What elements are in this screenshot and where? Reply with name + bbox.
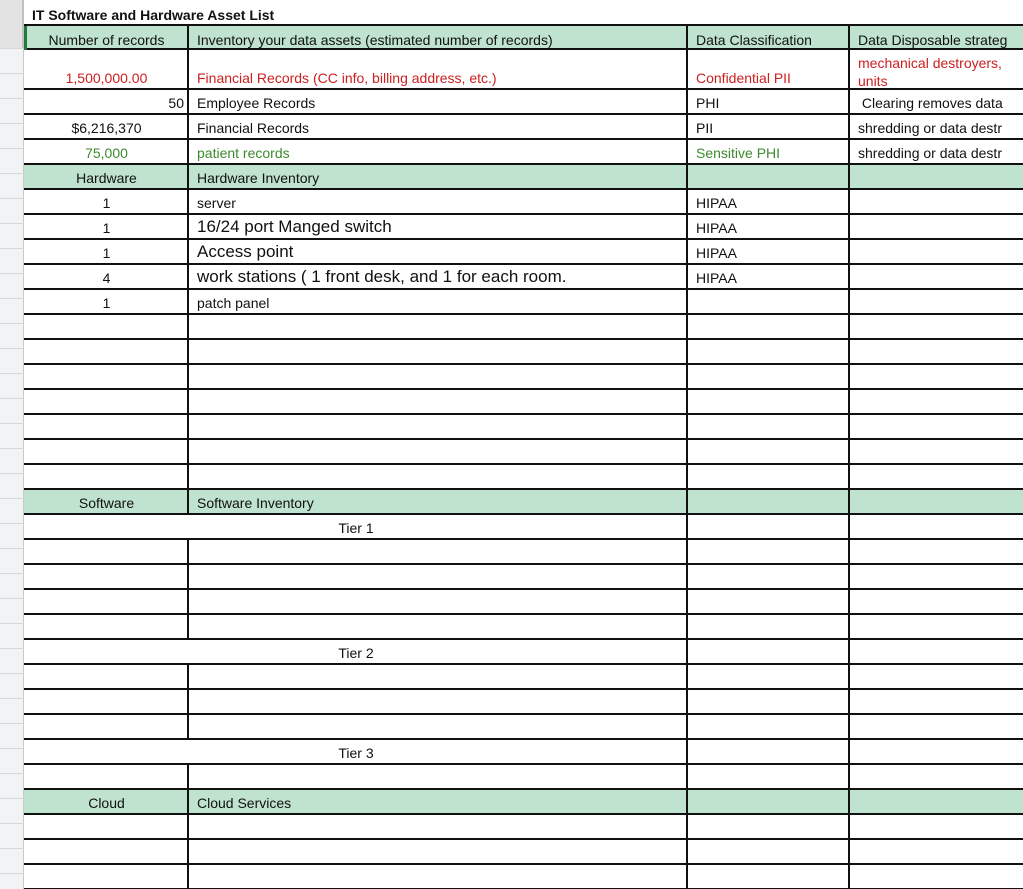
row-header-divider (0, 48, 24, 49)
hardware-name-cell[interactable]: work stations ( 1 front desk, and 1 for each room. (197, 267, 567, 286)
hardware-count-cell[interactable]: 1 (102, 245, 111, 261)
hardware-name-cell[interactable]: patch panel (197, 295, 270, 311)
row-header-divider (0, 798, 24, 799)
row-header-divider (0, 823, 24, 824)
row-header-divider (0, 323, 24, 324)
hardware-count-cell[interactable]: 1 (102, 195, 111, 211)
record-count-cell[interactable]: $6,216,370 (71, 120, 142, 136)
cloud-section-header (24, 790, 1023, 813)
tier-2-label[interactable]: Tier 2 (338, 645, 374, 661)
classification-cell[interactable]: Sensitive PHI (696, 145, 781, 161)
row-header-divider (0, 773, 24, 774)
software-label[interactable]: Software (78, 495, 135, 511)
asset-name-cell[interactable]: Financial Records (197, 120, 310, 136)
row-header-gutter (0, 0, 24, 889)
hardware-name-cell[interactable]: Access point (197, 242, 294, 261)
row-header-divider (0, 298, 24, 299)
row-border (24, 638, 1023, 640)
record-count-cell[interactable]: 75,000 (85, 145, 128, 161)
row-header-divider (0, 398, 24, 399)
row-header-divider (0, 848, 24, 849)
row-border (24, 213, 1023, 215)
column-border (848, 26, 850, 889)
row-header-divider (0, 148, 24, 149)
row-header-divider (0, 98, 24, 99)
row-border (24, 538, 1023, 540)
row-header-divider (0, 673, 24, 674)
row-header-divider (0, 523, 24, 524)
selected-row-header[interactable] (0, 0, 24, 48)
row-header-divider (0, 498, 24, 499)
tier-row (24, 640, 1023, 663)
row-border (24, 48, 1023, 50)
row-header-divider (0, 423, 24, 424)
hardware-name-cell[interactable]: 16/24 port Manged switch (197, 217, 392, 236)
row-header-divider (0, 873, 24, 874)
classification-cell[interactable]: PHI (696, 95, 720, 111)
cloud-services-title[interactable]: Cloud Services (197, 795, 292, 811)
tier-3-label[interactable]: Tier 3 (338, 745, 374, 761)
row-header-divider (0, 623, 24, 624)
row-header-divider (0, 473, 24, 474)
row-border (24, 263, 1023, 265)
row-border (24, 313, 1023, 315)
row-border (24, 188, 1023, 190)
row-border (24, 138, 1023, 140)
row-header-divider (0, 73, 24, 74)
asset-name-cell[interactable]: patient records (197, 145, 290, 161)
row-header-divider (0, 123, 24, 124)
row-border (24, 413, 1023, 415)
row-header-divider (0, 248, 24, 249)
row-header-divider (0, 548, 24, 549)
tier-row (24, 515, 1023, 538)
row-border (24, 863, 1023, 865)
row-border (24, 238, 1023, 240)
tier-row (24, 740, 1023, 763)
row-border (24, 163, 1023, 165)
disposal-cell[interactable]: Clearing removes data (858, 95, 1003, 111)
column-border (187, 663, 189, 738)
row-header-divider (0, 198, 24, 199)
row-header-divider (0, 373, 24, 374)
hardware-count-cell[interactable]: 4 (102, 270, 111, 286)
row-border (24, 563, 1023, 565)
classification-cell[interactable]: PII (696, 120, 714, 136)
table-row (24, 215, 1023, 238)
row-border (24, 588, 1023, 590)
row-header-divider (0, 723, 24, 724)
row-header-divider (0, 748, 24, 749)
row-border (24, 513, 1023, 515)
tier-1-label[interactable]: Tier 1 (338, 520, 374, 536)
spreadsheet-grid[interactable] (24, 0, 1023, 889)
column-border (187, 538, 189, 638)
disposal-line-2: units (858, 73, 888, 88)
table-row (24, 190, 1023, 213)
row-header-divider (0, 698, 24, 699)
row-border (24, 438, 1023, 440)
row-header-divider (0, 273, 24, 274)
header-number-of-records[interactable]: Number of records (48, 32, 165, 48)
row-header-divider (0, 173, 24, 174)
table-row (24, 290, 1023, 313)
table-row (24, 265, 1023, 288)
row-border (24, 838, 1023, 840)
hardware-classification-cell[interactable]: HIPAA (696, 270, 737, 286)
hardware-classification-cell[interactable]: HIPAA (696, 220, 737, 236)
header-disposal-strategy[interactable]: Data Disposable strateg (858, 32, 1008, 48)
header-row (24, 26, 1023, 50)
hardware-count-cell[interactable]: 1 (102, 295, 111, 311)
row-border (24, 388, 1023, 390)
row-header-divider (0, 598, 24, 599)
row-header-divider (0, 348, 24, 349)
row-header-divider (0, 573, 24, 574)
table-row (24, 115, 1023, 138)
sheet-title[interactable]: IT Software and Hardware Asset List (24, 0, 1023, 26)
hardware-label[interactable]: Hardware (76, 170, 137, 186)
row-border (24, 113, 1023, 115)
row-border (24, 613, 1023, 615)
row-border (24, 813, 1023, 815)
row-header-divider (0, 648, 24, 649)
software-section-header (24, 490, 1023, 513)
row-border (24, 688, 1023, 690)
hardware-inventory-title[interactable]: Hardware Inventory (197, 170, 320, 186)
table-row (24, 140, 1023, 163)
row-border (24, 288, 1023, 290)
asset-name-cell[interactable]: Employee Records (197, 95, 316, 111)
cloud-label[interactable]: Cloud (88, 795, 125, 811)
disposal-cell[interactable]: shredding or data destr (858, 145, 1002, 161)
active-cell-indicator (24, 26, 27, 50)
row-border (24, 463, 1023, 465)
hardware-classification-cell[interactable]: HIPAA (696, 245, 737, 261)
row-border (24, 713, 1023, 715)
row-border (24, 338, 1023, 340)
hardware-name-cell[interactable]: server (197, 195, 236, 211)
row-border (24, 88, 1023, 90)
row-border (24, 788, 1023, 790)
hardware-classification-cell[interactable]: HIPAA (696, 195, 737, 211)
column-border (686, 26, 688, 889)
asset-name-cell[interactable]: Financial Records (CC info, billing address, etc.) (197, 70, 497, 86)
hardware-count-cell[interactable]: 1 (102, 220, 111, 236)
disposal-line-1: mechanical destroyers, (858, 55, 1002, 71)
disposal-cell[interactable]: shredding or data destr (858, 120, 1002, 136)
table-row (24, 90, 1023, 113)
row-header-divider (0, 448, 24, 449)
hardware-section-header (24, 165, 1023, 188)
table-row (24, 240, 1023, 263)
table-row (24, 50, 1023, 88)
header-data-classification[interactable]: Data Classification (696, 32, 812, 48)
header-inventory[interactable]: Inventory your data assets (estimated number of records) (197, 32, 553, 48)
row-border (24, 763, 1023, 765)
row-header-divider (0, 223, 24, 224)
row-border (24, 488, 1023, 490)
software-inventory-title[interactable]: Software Inventory (197, 495, 314, 511)
row-border (24, 738, 1023, 740)
row-border (24, 663, 1023, 665)
disposal-cell[interactable] (850, 50, 1023, 88)
record-count-cell[interactable]: 1,500,000.00 (65, 70, 148, 86)
column-border (187, 763, 189, 889)
record-count-cell[interactable]: 50 (168, 95, 184, 111)
column-border (187, 26, 189, 513)
row-border (24, 363, 1023, 365)
classification-cell[interactable]: Confidential PII (696, 70, 791, 86)
